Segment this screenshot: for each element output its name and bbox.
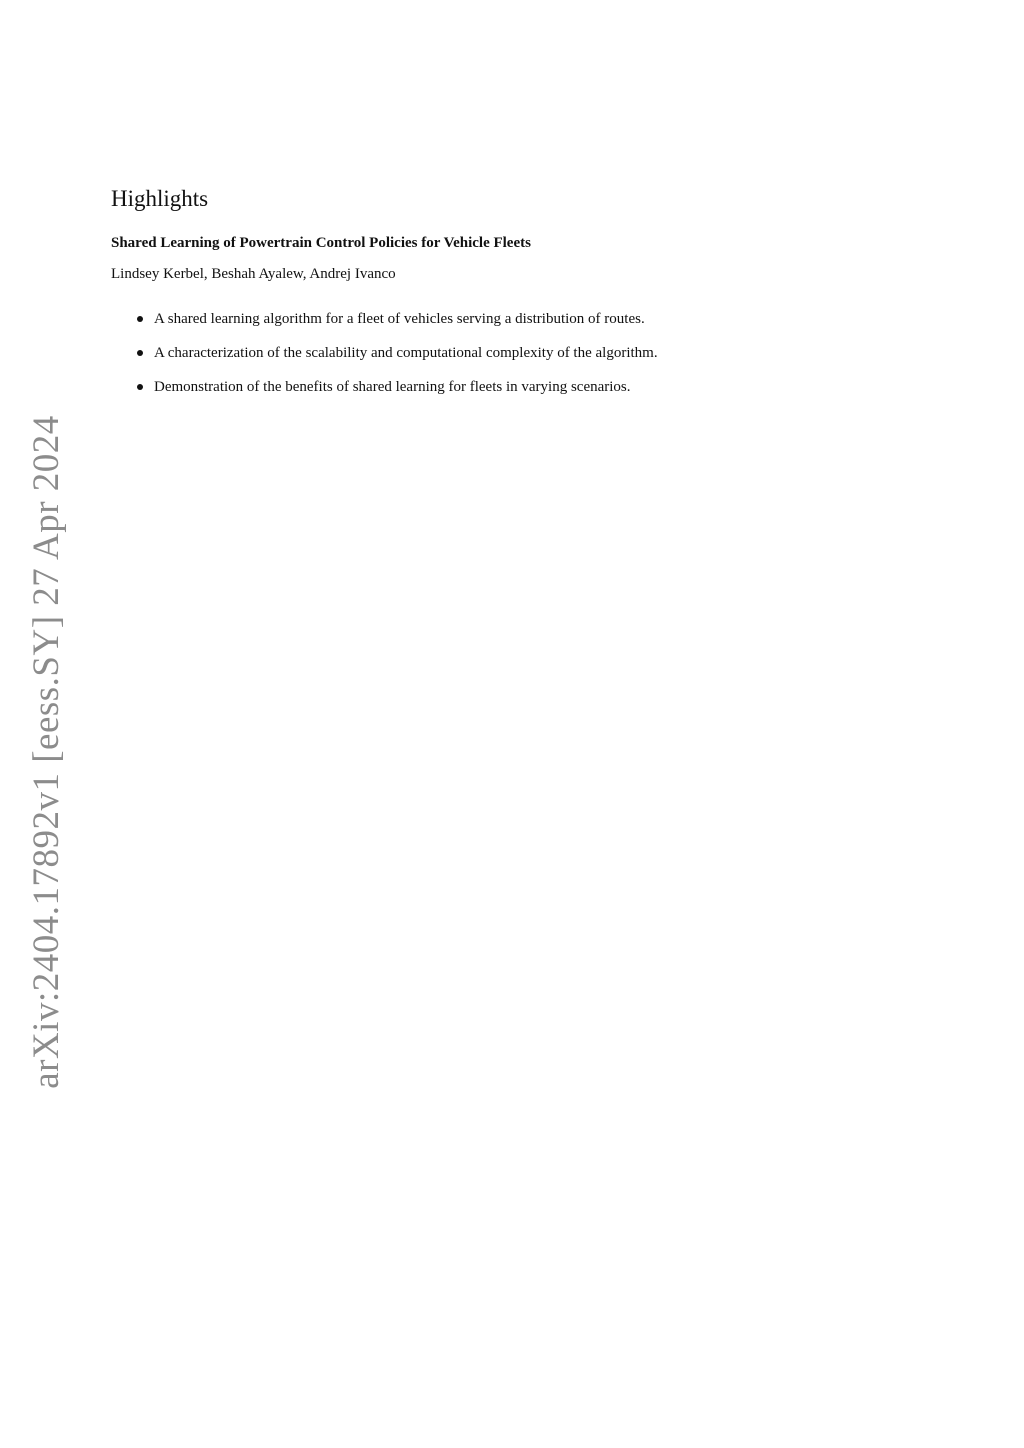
highlights-heading: Highlights (111, 186, 209, 211)
author-list: Lindsey Kerbel, Beshah Ayalew, Andrej Ivanco (111, 266, 396, 282)
bullet-icon (137, 384, 143, 390)
paper-title: Shared Learning of Powertrain Control Policies for Vehicle Fleets (111, 235, 531, 251)
highlight-item (111, 308, 658, 342)
highlight-text: Demonstration of the benefits of shared learning for fleets in varying scenarios. (154, 379, 631, 395)
highlight-text: A shared learning algorithm for a fleet of vehicles serving a distribution of routes. (154, 311, 645, 327)
highlight-item (111, 376, 658, 410)
bullet-icon (137, 316, 143, 322)
bullet-icon (137, 350, 143, 356)
arxiv-identifier: arXiv:2404.17892v1 [eess.SY] 27 Apr 2024 (26, 415, 67, 1089)
highlight-item (111, 342, 658, 376)
highlights-list (111, 308, 658, 410)
highlight-text: A characterization of the scalability and computational complexity of the algorithm. (154, 345, 658, 361)
